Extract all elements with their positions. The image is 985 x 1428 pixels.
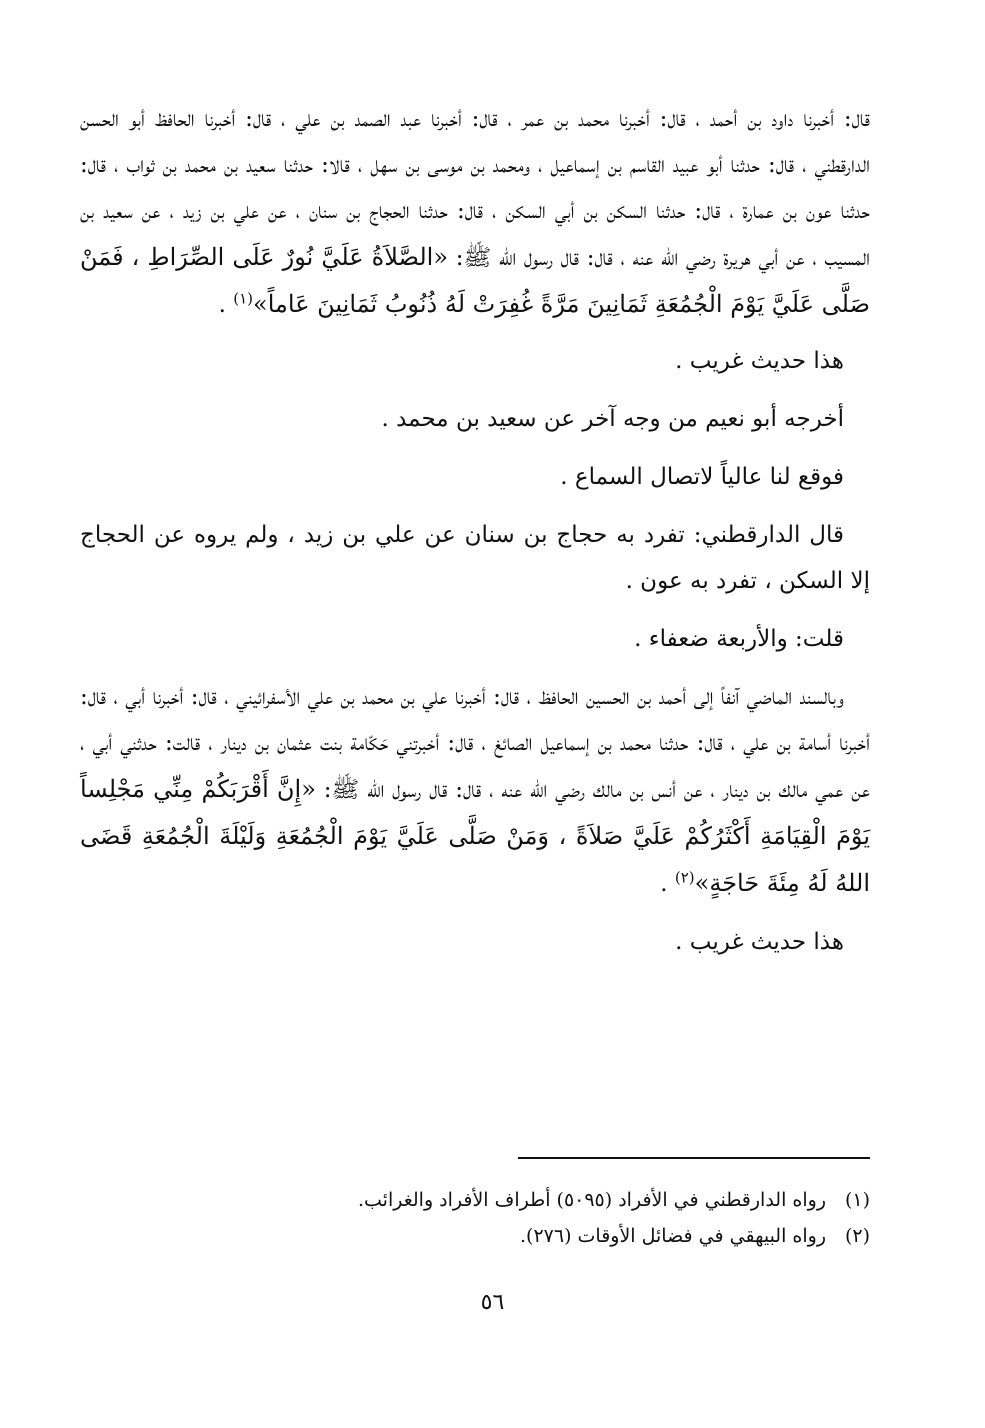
isnad-paragraph-2 [80, 674, 870, 907]
footnote-text: رواه الدارقطني في الأفراد (٥٠٩٥) أطراف الأفراد والغرائب. [357, 1189, 826, 1211]
footnote-ref-1[interactable]: (١) [233, 289, 254, 308]
footnote-number: (٢) [844, 1225, 870, 1247]
footnote-text: رواه البيهقي في فضائل الأوقات (٢٧٦). [519, 1225, 826, 1247]
comment-paragraph: قال الدارقطني: تفرد به حجاج بن سنان عن علي بن زيد ، ولم يروه عن الحجاج إلا السكن ، تفرد به عون . [80, 522, 870, 594]
hadith-text: «الصَّلاَةُ عَلَيَّ نُورٌ عَلَى الصِّرَاطِ ، فَمَنْ صَلَّى عَلَيَّ يَوْمَ الْجُمُعَةِ ثَمَانِينَ مَرَّةً غُفِرَتْ لَهُ ذُنُوبُ ثَمَانِينَ عَاماً» [80, 243, 870, 318]
footnote-ref-2[interactable]: (٢) [674, 868, 695, 887]
footnote-separator [518, 1157, 870, 1159]
page-number: ٥٦ [480, 1290, 505, 1315]
footnotes [200, 1182, 870, 1254]
comment-paragraph: قلت: والأربعة ضعفاء . [634, 626, 844, 652]
hadith-text: «إِنَّ أَقْرَبَكُمْ مِنِّي مَجْلِساً يَوْمَ الْقِيَامَةِ أَكْثَرُكُمْ عَلَيَّ صَلاَةً ، وَمَنْ صَلَّى عَلَيَّ يَوْمَ الْجُمُعَةِ وَلَيْلَةَ الْجُمُعَةِ قَضَى اللهُ لَهُ مِئَةَ حَاجَةٍ» [80, 775, 871, 897]
paragraph-tail: . [660, 871, 675, 897]
footnote-number: (١) [844, 1189, 870, 1211]
paragraph-text: قال: أخبرنا داود بن أحمد ، قال: أخبرنا محمد بن عمر ، قال: أخبرنا عبد الصمد بن علي ، قال: أخبرنا الحافظ أبو الحسن الدارقطني ، قال: حدثنا أبو عبيد القاسم بن إسماعيل ، ومحمد بن موسى بن سهل ، قالا: حدثنا سعيد بن محمد بن ثواب ، قال: حدثنا عون بن عمارة ، قال: حدثنا السكن بن أبي السكن ، قال: حدثنا الحجاج بن سنان ، عن علي بن زيد ، عن سعيد بن المسيب ، عن أبي هريرة رضي الله عنه ، قال: قال رسول الله ﷺ: [80, 106, 870, 271]
paragraph-text: وبالسند الماضي آنفاً إلى أحمد بن الحسين الحافظ ، قال: أخبرنا علي بن محمد بن علي الأسفرائيني ، قال: أخبرنا أبي ، قال: أخبرنا أسامة بن علي ، قال: حدثنا محمد بن إسماعيل الصائغ ، قال: أخبرتني حَكّامة بنت عثمان بن دينار ، قالت: حدثني أبي ، عن عمي مالك بن دينار ، عن أنس بن مالك رضي الله عنه ، قال: قال رسول الله ﷺ: [80, 684, 870, 803]
comment-paragraph: هذا حديث غريب . [675, 348, 844, 374]
main-text [80, 96, 870, 965]
isnad-paragraph-1 [80, 96, 870, 328]
comment-paragraph: أخرجه أبو نعيم من وجه آخر عن سعيد بن محمد . [381, 406, 844, 432]
comment-paragraph: هذا حديث غريب . [675, 929, 844, 955]
comment-paragraph: فوقع لنا عالياً لاتصال السماع . [560, 464, 844, 490]
footnote-item [200, 1182, 870, 1218]
footnote-item [200, 1218, 870, 1254]
paragraph-tail: . [218, 292, 234, 318]
